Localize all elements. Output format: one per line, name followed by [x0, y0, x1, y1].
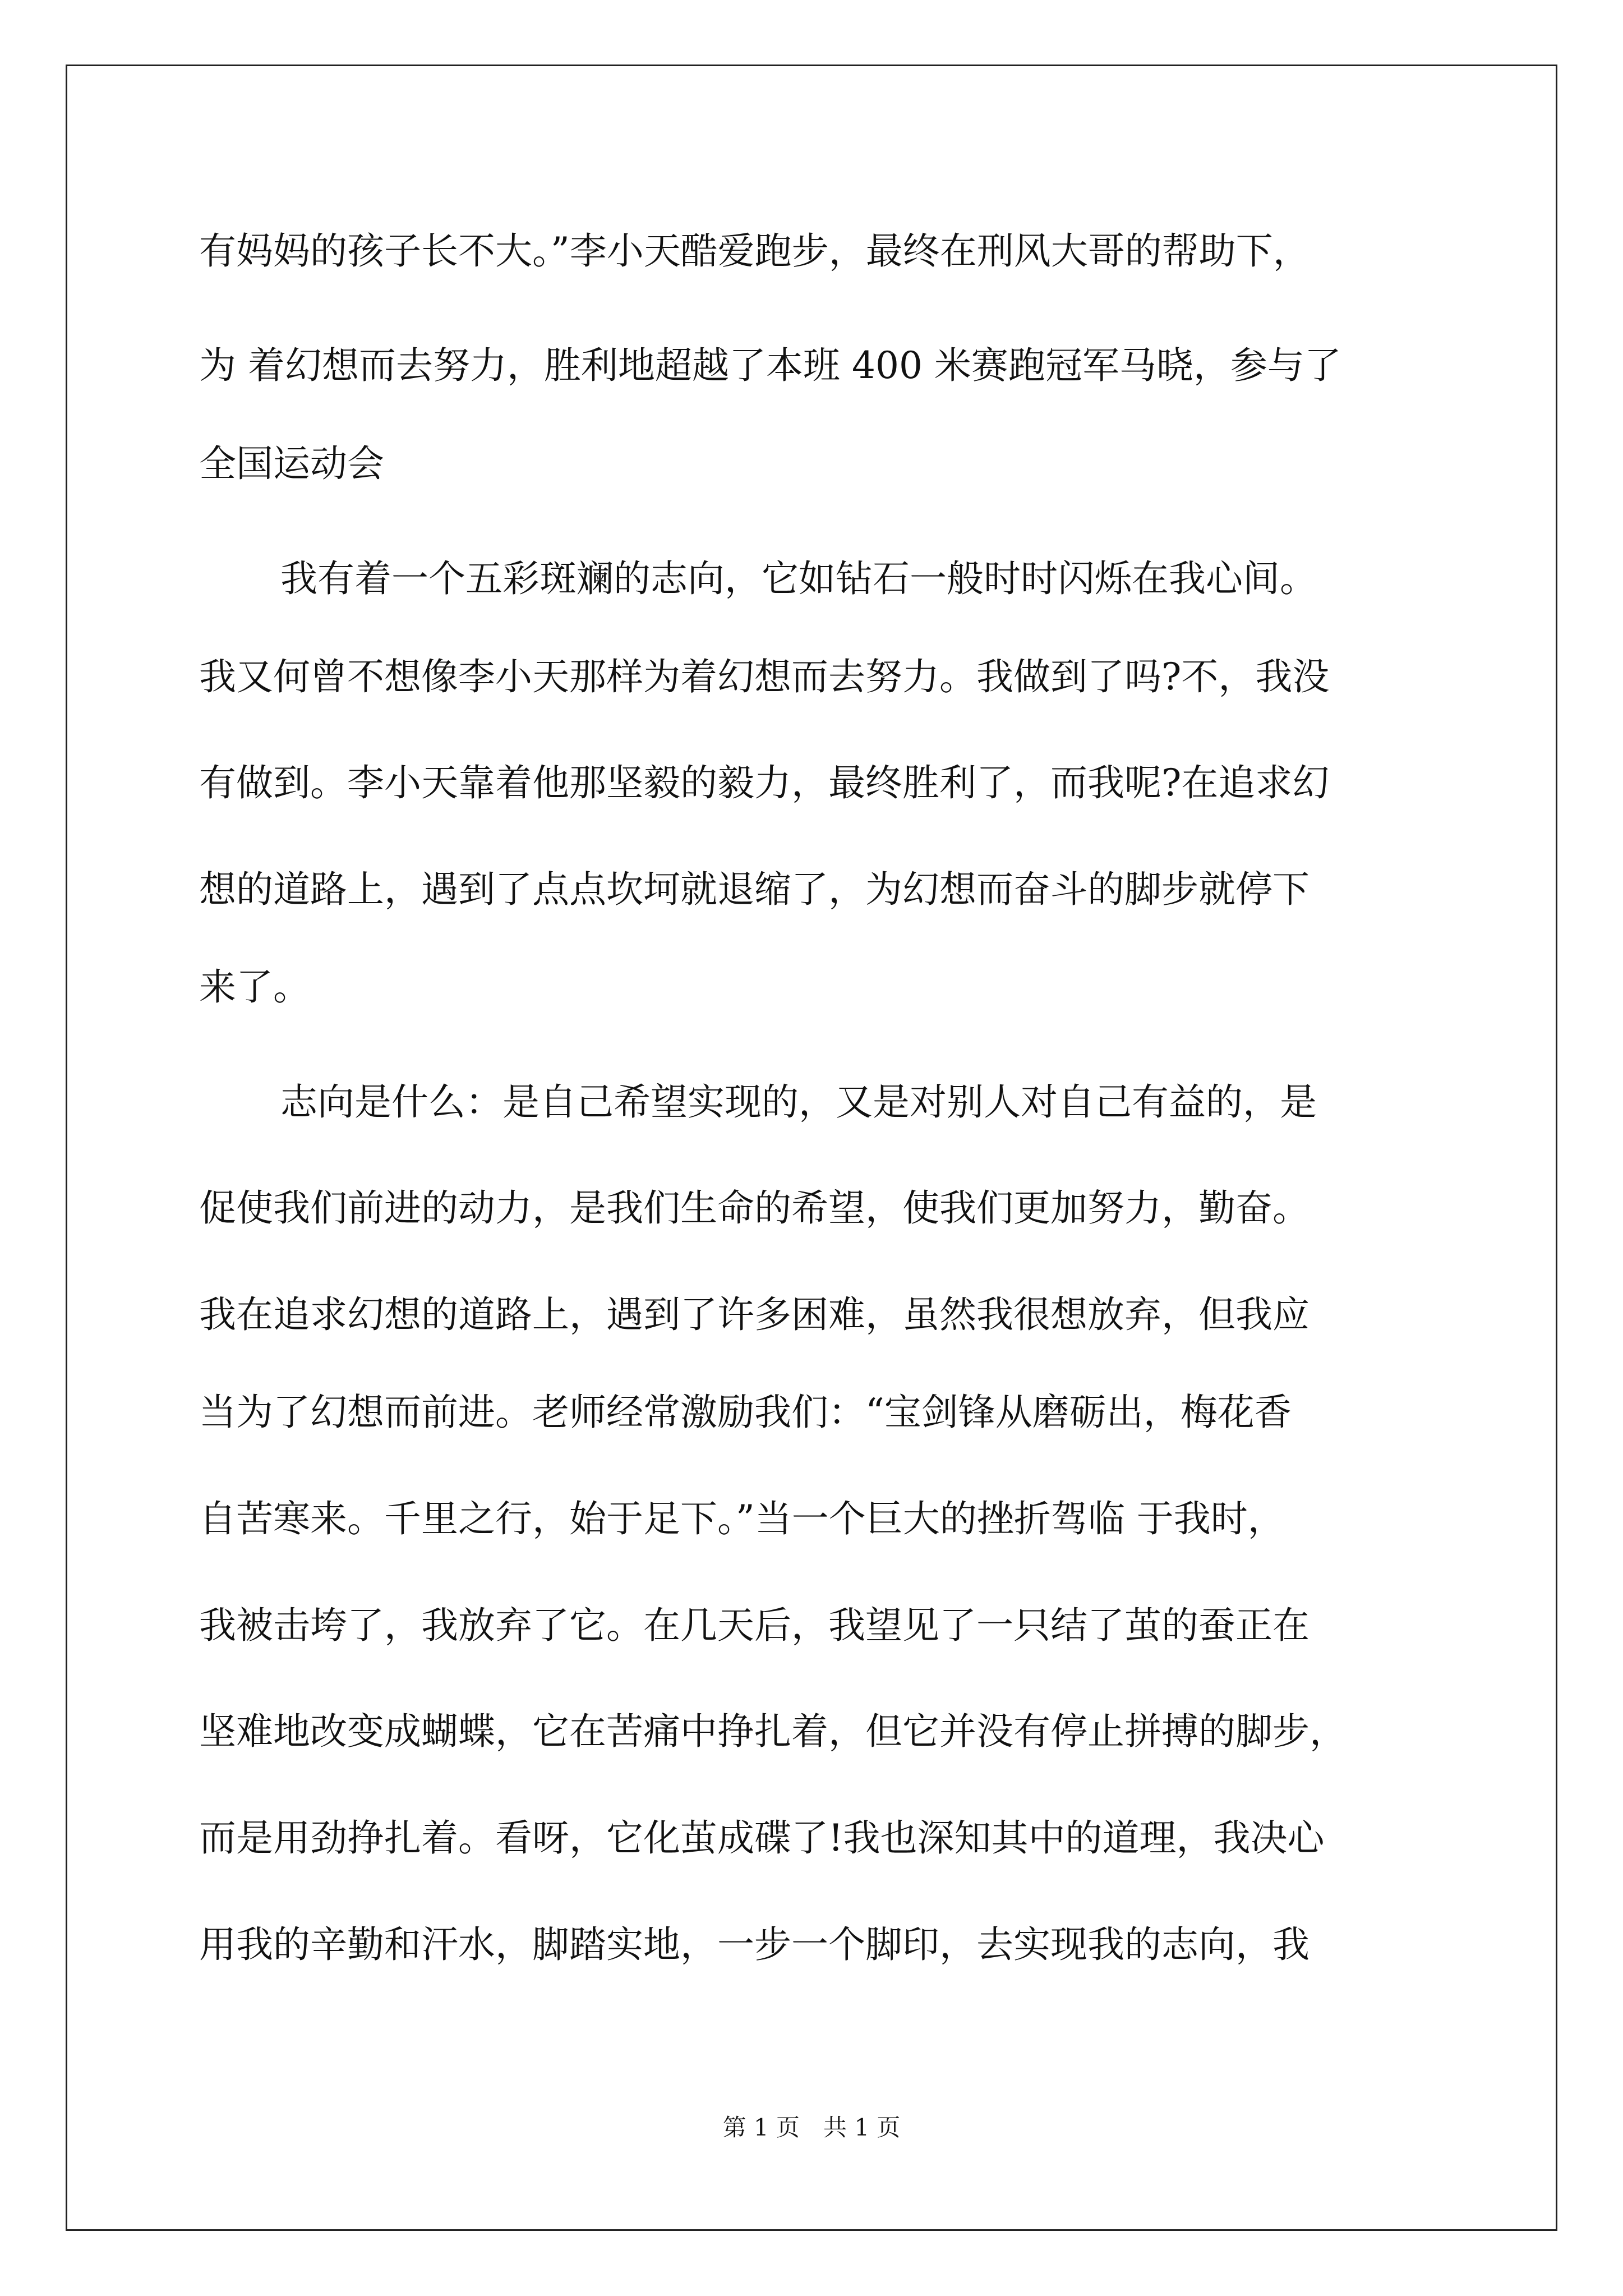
text-line: 为 着幻想而去努力，胜利地超越了本班 400 米赛跑冠军马晓，参与了 [199, 344, 1341, 387]
text-line: 想的道路上，遇到了点点坎坷就退缩了，为幻想而奋斗的脚步就停下 [199, 868, 1310, 911]
text-line: 我在追求幻想的道路上，遇到了许多困难，虽然我很想放弃，但我应 [199, 1293, 1310, 1336]
text-line: 我被击垮了，我放弃了它。在几天后，我望见了一只结了茧的蚕正在 [199, 1604, 1310, 1647]
text-line: 我有着一个五彩斑斓的志向，它如钻石一般时时闪烁在我心间。 [280, 557, 1317, 600]
text-line: 有做到。李小天靠着他那坚毅的毅力，最终胜利了，而我呢?在追求幻 [199, 761, 1330, 804]
page-border [66, 65, 1557, 2231]
page-number-footer: 第 1 页 共 1 页 [722, 2114, 901, 2141]
text-line: 来了。 [199, 965, 310, 1009]
text-line: 而是用劲挣扎着。看呀，它化茧成碟了!我也深知其中的道理，我决心 [199, 1816, 1325, 1860]
text-line: 自苦寒来。千里之行，始于足下。”当一个巨大的挫折驾临 于我时， [199, 1497, 1285, 1540]
text-line: 促使我们前进的动力，是我们生命的希望，使我们更加努力，勤奋。 [199, 1186, 1310, 1230]
text-line: 用我的辛勤和汗水，脚踏实地，一步一个脚印，去实现我的志向，我 [199, 1923, 1310, 1966]
text-line: 志向是什么：是自己希望实现的，又是对别人对自己有益的，是 [280, 1080, 1317, 1124]
text-line: 有妈妈的孩子长不大。”李小天酷爱跑步，最终在刑风大哥的帮助下， [199, 229, 1310, 273]
text-line: 全国运动会 [199, 442, 384, 485]
text-line: 坚难地改变成蝴蝶，它在苦痛中挣扎着，但它并没有停止拼搏的脚步， [199, 1710, 1347, 1753]
text-line: 当为了幻想而前进。老师经常激励我们：“宝剑锋从磨砺出，梅花香 [199, 1391, 1292, 1434]
text-line: 我又何曾不想像李小天那样为着幻想而去努力。我做到了吗?不，我没 [199, 655, 1330, 698]
